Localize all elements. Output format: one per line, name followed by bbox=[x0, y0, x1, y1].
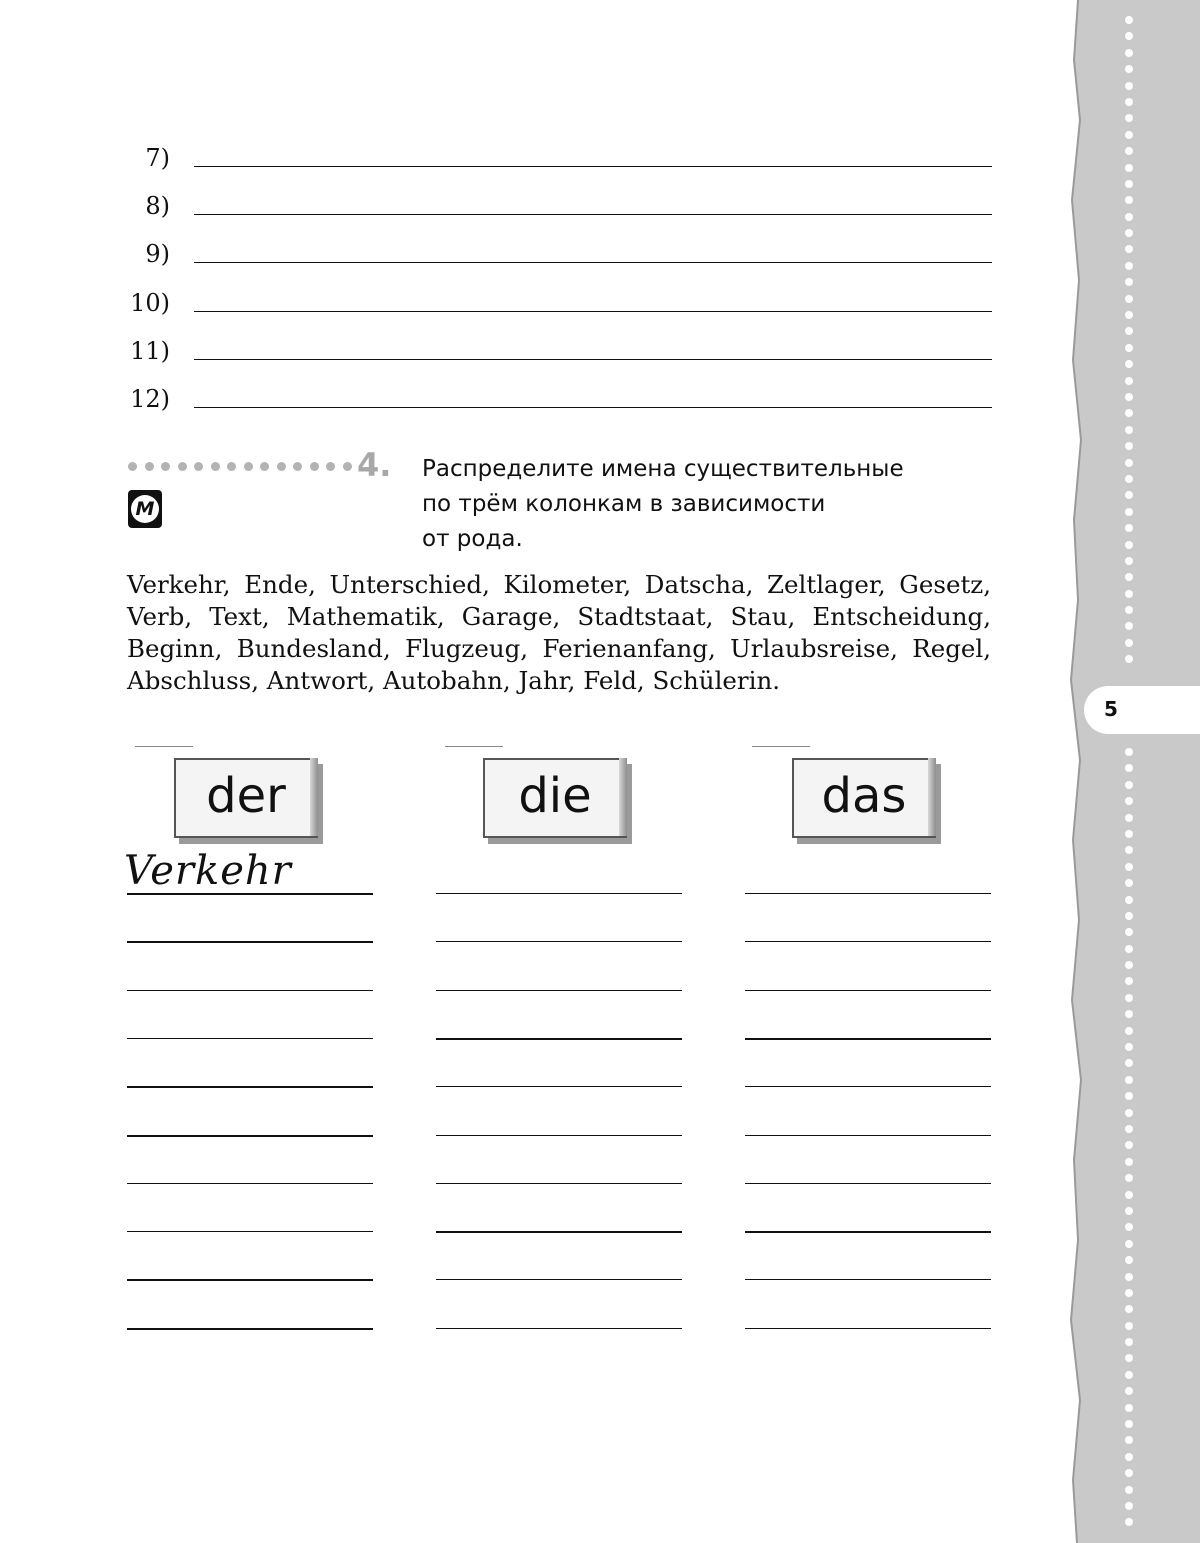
margin-dot bbox=[1125, 1453, 1133, 1461]
margin-dot bbox=[1125, 344, 1133, 352]
margin-dot bbox=[1125, 1256, 1133, 1264]
task-dotted-leader bbox=[128, 462, 359, 472]
margin-dot bbox=[1125, 327, 1133, 335]
card-top-edge bbox=[445, 746, 503, 747]
margin-dot bbox=[1125, 912, 1133, 920]
answer-line[interactable] bbox=[127, 1086, 373, 1088]
answer-line[interactable] bbox=[436, 1038, 682, 1040]
margin-dot bbox=[1125, 1010, 1133, 1018]
margin-dot bbox=[1125, 1223, 1133, 1231]
margin-dot bbox=[1125, 1174, 1133, 1182]
m-badge-icon bbox=[128, 490, 162, 528]
leader-dot bbox=[244, 462, 253, 471]
leader-dot bbox=[293, 462, 302, 471]
margin-dot bbox=[1125, 1404, 1133, 1412]
answer-line[interactable] bbox=[745, 1038, 991, 1040]
margin-dot bbox=[1125, 961, 1133, 969]
leader-dot bbox=[326, 462, 335, 471]
answer-line[interactable] bbox=[436, 1231, 682, 1233]
margin-dot bbox=[1125, 459, 1133, 467]
margin-dot bbox=[1125, 1059, 1133, 1067]
answer-line[interactable] bbox=[127, 1279, 373, 1281]
margin-dot bbox=[1125, 65, 1133, 73]
margin-dot bbox=[1125, 442, 1133, 450]
margin-dot bbox=[1125, 311, 1133, 319]
leader-dot bbox=[194, 462, 203, 471]
margin-dot bbox=[1125, 1027, 1133, 1035]
answer-line[interactable] bbox=[745, 990, 991, 991]
margin-dot bbox=[1125, 393, 1133, 401]
margin-dot bbox=[1125, 1043, 1133, 1051]
margin-dot bbox=[1125, 863, 1133, 871]
margin-dot bbox=[1125, 131, 1133, 139]
numbered-line[interactable] bbox=[126, 385, 992, 425]
margin-dot bbox=[1125, 896, 1133, 904]
margin-dot bbox=[1125, 1420, 1133, 1428]
margin-dot bbox=[1125, 846, 1133, 854]
margin-dot bbox=[1125, 606, 1133, 614]
answer-line[interactable] bbox=[127, 1231, 373, 1232]
margin-dot bbox=[1125, 1092, 1133, 1100]
margin-dot bbox=[1125, 1387, 1133, 1395]
leader-dot bbox=[161, 462, 170, 471]
margin-dot bbox=[1125, 491, 1133, 499]
answer-line[interactable] bbox=[127, 1183, 373, 1184]
margin-dot bbox=[1125, 49, 1133, 57]
numbered-line[interactable] bbox=[126, 144, 992, 184]
answer-line[interactable] bbox=[436, 893, 682, 894]
margin-dot bbox=[1125, 573, 1133, 581]
leader-dot bbox=[343, 462, 352, 471]
margin-dot bbox=[1125, 764, 1133, 772]
answer-line[interactable] bbox=[745, 1183, 991, 1184]
line-number: 9) bbox=[145, 240, 170, 268]
line-number: 7) bbox=[145, 144, 170, 172]
instruction-line: Распределите имена существительные bbox=[422, 456, 904, 482]
margin-dot bbox=[1125, 1207, 1133, 1215]
answer-line[interactable] bbox=[436, 1279, 682, 1280]
margin-dot bbox=[1125, 1469, 1133, 1477]
margin-dot bbox=[1125, 409, 1133, 417]
margin-dot bbox=[1125, 541, 1133, 549]
numbered-line[interactable] bbox=[126, 289, 992, 329]
margin-dot bbox=[1125, 928, 1133, 936]
margin-dot bbox=[1125, 1273, 1133, 1281]
margin-dot bbox=[1125, 1191, 1133, 1199]
margin-dot bbox=[1125, 655, 1133, 663]
margin-dot bbox=[1125, 196, 1133, 204]
writing-line bbox=[194, 359, 992, 360]
margin-dot bbox=[1125, 213, 1133, 221]
answer-line[interactable] bbox=[127, 1135, 373, 1137]
leader-dot bbox=[277, 462, 286, 471]
answer-line[interactable] bbox=[436, 1183, 682, 1184]
writing-line bbox=[194, 262, 992, 263]
margin-dot bbox=[1125, 147, 1133, 155]
leader-dot bbox=[145, 462, 154, 471]
margin-dot bbox=[1125, 180, 1133, 188]
answer-line[interactable] bbox=[745, 893, 991, 894]
article-card-das: das bbox=[792, 758, 936, 838]
answer-line[interactable] bbox=[127, 1328, 373, 1330]
numbered-line[interactable] bbox=[126, 337, 992, 377]
writing-line bbox=[194, 311, 992, 312]
margin-dot bbox=[1125, 994, 1133, 1002]
answer-line[interactable] bbox=[745, 1086, 991, 1087]
margin-dot bbox=[1125, 278, 1133, 286]
card-top-edge bbox=[135, 746, 193, 747]
margin-dot bbox=[1125, 377, 1133, 385]
margin-dot bbox=[1125, 32, 1133, 40]
margin-dot bbox=[1125, 229, 1133, 237]
margin-dot bbox=[1125, 879, 1133, 887]
margin-dot bbox=[1125, 1354, 1133, 1362]
margin-dot bbox=[1125, 1322, 1133, 1330]
margin-dot bbox=[1125, 1240, 1133, 1248]
margin-dots-top bbox=[1125, 16, 1135, 672]
answer-line[interactable] bbox=[745, 1328, 991, 1329]
margin-dot bbox=[1125, 977, 1133, 985]
margin-dot bbox=[1125, 1125, 1133, 1133]
margin-dots-bottom bbox=[1125, 748, 1135, 1535]
margin-dot bbox=[1125, 524, 1133, 532]
instruction-line: от рода. bbox=[422, 526, 523, 552]
numbered-line[interactable] bbox=[126, 192, 992, 232]
answer-line[interactable] bbox=[436, 1328, 682, 1329]
numbered-line[interactable] bbox=[126, 240, 992, 280]
margin-dot bbox=[1125, 508, 1133, 516]
margin-dot bbox=[1125, 797, 1133, 805]
margin-dot bbox=[1125, 360, 1133, 368]
task-number: 4. bbox=[357, 446, 392, 484]
margin-dot bbox=[1125, 590, 1133, 598]
answer-line[interactable] bbox=[745, 1135, 991, 1136]
answer-line[interactable] bbox=[436, 1135, 682, 1136]
writing-line bbox=[194, 166, 992, 167]
margin-dot bbox=[1125, 1436, 1133, 1444]
margin-dot bbox=[1125, 945, 1133, 953]
margin-dot bbox=[1125, 98, 1133, 106]
margin-dot bbox=[1125, 781, 1133, 789]
noun-word-list: Verkehr, Ende, Unterschied, Kilometer, Datscha, Zeltlager, Gesetz, Verb, Text, Mathematik, Garage, Stadtstaat, Stau, Entscheidung, Beginn, Bundesland, Flugzeug, Ferienanfang, Urlaubsreise, Regel, Abschluss, Antwort, Autobahn, Jahr, Feld, Schülerin. bbox=[127, 570, 991, 695]
m-badge-letter: M bbox=[131, 495, 159, 523]
margin-dot bbox=[1125, 1109, 1133, 1117]
margin-dot bbox=[1125, 426, 1133, 434]
margin-dot bbox=[1125, 1486, 1133, 1494]
leader-dot bbox=[178, 462, 187, 471]
card-top-edge bbox=[752, 746, 810, 747]
leader-dot bbox=[227, 462, 236, 471]
handwritten-example: Verkehr bbox=[124, 848, 292, 894]
page-number-tab bbox=[1084, 686, 1200, 734]
margin-dot bbox=[1125, 1158, 1133, 1166]
answer-line[interactable] bbox=[745, 941, 991, 942]
margin-dot bbox=[1125, 1076, 1133, 1084]
margin-dot bbox=[1125, 639, 1133, 647]
answer-line[interactable] bbox=[127, 990, 373, 991]
answer-line[interactable] bbox=[127, 941, 373, 943]
margin-dot bbox=[1125, 475, 1133, 483]
margin-dot bbox=[1125, 1502, 1133, 1510]
answer-line[interactable] bbox=[436, 941, 682, 942]
margin-dot bbox=[1125, 82, 1133, 90]
article-card-die: die bbox=[483, 758, 627, 838]
margin-dot bbox=[1125, 622, 1133, 630]
margin-dot bbox=[1125, 245, 1133, 253]
answer-line[interactable] bbox=[745, 1279, 991, 1280]
margin-dot bbox=[1125, 295, 1133, 303]
margin-dot bbox=[1125, 748, 1133, 756]
answer-line[interactable] bbox=[436, 990, 682, 991]
writing-line bbox=[194, 407, 992, 408]
margin-dot bbox=[1125, 16, 1133, 24]
margin-dot bbox=[1125, 1338, 1133, 1346]
line-number: 11) bbox=[130, 337, 170, 365]
answer-line[interactable] bbox=[745, 1231, 991, 1233]
margin-dot bbox=[1125, 557, 1133, 565]
answer-line[interactable] bbox=[127, 893, 373, 895]
answer-line[interactable] bbox=[436, 1086, 682, 1087]
margin-dot bbox=[1125, 1518, 1133, 1526]
margin-dot bbox=[1125, 1141, 1133, 1149]
margin-dot bbox=[1125, 814, 1133, 822]
margin-dot bbox=[1125, 1371, 1133, 1379]
answer-line[interactable] bbox=[127, 1038, 373, 1039]
margin-dot bbox=[1125, 1289, 1133, 1297]
task-instruction bbox=[422, 452, 942, 557]
leader-dot bbox=[211, 462, 220, 471]
leader-dot bbox=[128, 462, 137, 471]
leader-dot bbox=[310, 462, 319, 471]
margin-dot bbox=[1125, 164, 1133, 172]
article-card-der: der bbox=[174, 758, 318, 838]
margin-dot bbox=[1125, 830, 1133, 838]
line-number: 12) bbox=[130, 385, 170, 413]
writing-line bbox=[194, 214, 992, 215]
line-number: 10) bbox=[130, 289, 170, 317]
line-number: 8) bbox=[145, 192, 170, 220]
margin-dot bbox=[1125, 114, 1133, 122]
leader-dot bbox=[260, 462, 269, 471]
margin-dot bbox=[1125, 262, 1133, 270]
page-number: 5 bbox=[1104, 697, 1118, 721]
margin-dot bbox=[1125, 1305, 1133, 1313]
instruction-line: по трём колонкам в зависимости bbox=[422, 491, 826, 517]
